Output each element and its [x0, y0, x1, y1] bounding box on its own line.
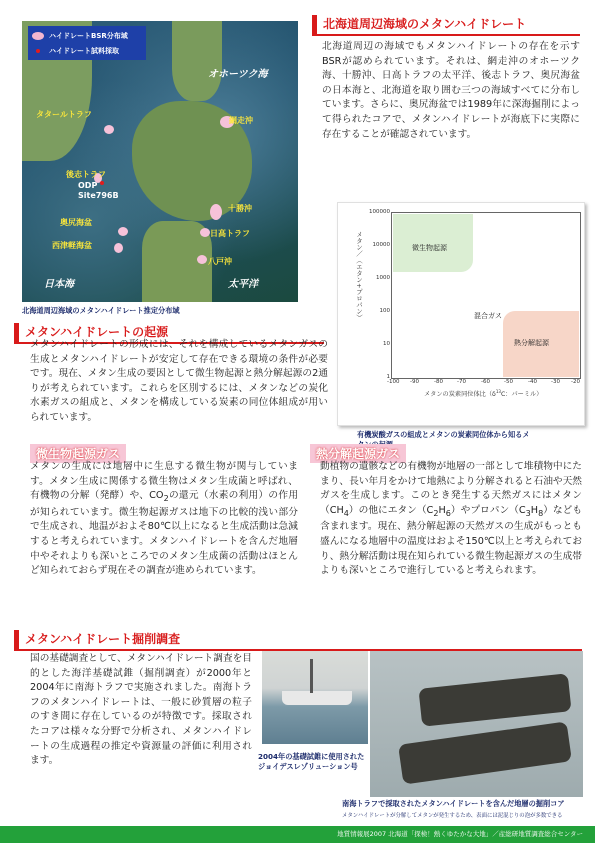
- map-label-hachinohe: 八戸沖: [208, 257, 232, 266]
- microbial-text-2: の還元（水素の利用）の作用が知られています。微生物起源ガスは地下の比較的浅い部分で生成され、地温がおよそ80℃以上になると生成活動は急減すると考えられています。メタンハイドレートを含んだ地層中やそれよりも深いところでのメタン生成菌の活動はほとんど知られておらず現在その調査が進められています。: [30, 490, 299, 577]
- body-microbial: [30, 460, 298, 579]
- thermal-sub-5: 8: [538, 507, 544, 518]
- diagram-ylabel: メタン／（エタン+プロパン）: [355, 231, 363, 321]
- bsr-area-tartary: [104, 125, 114, 134]
- map-label-tartary: タタールトラフ: [36, 110, 92, 119]
- core-sample-upper: [418, 673, 571, 726]
- microbial-sub-1: 2: [163, 493, 169, 504]
- legend-sample-label: ハイドレート試料採取: [49, 47, 119, 55]
- body-thermal: [320, 460, 582, 579]
- map-label-odp: ODP: [78, 181, 98, 190]
- sample-legend-swatch: [36, 49, 40, 53]
- x-tick: -80: [434, 379, 443, 385]
- core-subcaption: メタンハイドレートが分解してメタンが発生するため、表面には泥混じりの泡が多数できる: [342, 813, 563, 819]
- label-thermal: 熱分解起源: [514, 339, 549, 347]
- body-drilling: 国の基礎調査として、メタンハイドレート調査を目的とした海洋基礎試錐（掘削調査）が2000年と2004年に南海トラフで実施されました。南海トラフのメタンハイドレートは、一般に砂質層の粒子のすき間に存在しているのが特徴です。採取されたコアは様々な分野で分析され、メタンハイドレートの生成過程の推定や資源量の評価に利用されます。: [30, 653, 252, 767]
- sample-site-dot: [100, 181, 104, 185]
- thermal-sub-4: 3: [525, 507, 531, 518]
- legend-bsr-label: ハイドレートBSR分布域: [49, 32, 128, 40]
- diagram-y-ticks: [366, 208, 390, 378]
- thermal-text-6: ）なども含まれます。現在、熱分解起源の天然ガスの生成がもっとも盛んになる地層中の温度はおよそ150℃以上と考えられており、熱分解活動は現在知られている微生物起源ガスの生成帯よりも深いところで進行していると考えられます。: [320, 504, 583, 577]
- map-label-pacific: 太平洋: [228, 279, 258, 290]
- thermal-sub-1: 4: [343, 507, 349, 518]
- footer: 地質情報展2007 北海道「探検！熱くゆたかな大地」／産総研地質調査総合センター: [0, 826, 595, 843]
- map-label-hidaka: 日高トラフ: [210, 229, 250, 238]
- legend-row-sample: [32, 46, 119, 56]
- land-sakhalin: [172, 21, 222, 101]
- thermal-sub-3: 6: [445, 507, 451, 518]
- heading-hokkaido: 北海道周辺海域のメタンハイドレート: [312, 15, 580, 36]
- y-tick: 1: [386, 374, 390, 380]
- body-origin: メタンハイドレートの形成には、それを構成しているメタンガスの生成とメタンハイドレートが安定して存在できる環境の条件が必要です。現在、メタン生成の要因として微生物起源と熱分解起源の2通りが考えられています。これらを区別するには、メタンなどの炭化水素ガスの組成と、メタンを構成している炭素の同位体組成が用いられています。: [30, 339, 328, 423]
- thermal-text-4: ）やプロパン（C: [450, 504, 526, 516]
- map-legend: [28, 26, 146, 60]
- map-caption: 北海道周辺海域のメタンハイドレート推定分布域: [22, 306, 180, 315]
- xlabel-start: メタンの炭素同位体比（δ: [424, 391, 496, 399]
- ship-derrick: [310, 659, 313, 693]
- y-tick: 100: [379, 308, 390, 314]
- bsr-legend-swatch: [32, 32, 44, 40]
- map-label-site: Site796B: [78, 191, 119, 200]
- x-tick: -100: [387, 379, 400, 385]
- origin-diagram: [337, 202, 585, 426]
- label-mixed: 混合ガス: [474, 312, 502, 320]
- x-tick: -30: [551, 379, 560, 385]
- diagram-caption: 有機炭酸ガスの組成とメタンの炭素同位体から知るメ: [357, 430, 530, 439]
- x-tick: -20: [571, 379, 580, 385]
- y-tick: 10: [383, 341, 390, 347]
- map-label-tokachi: 十勝沖: [228, 204, 252, 213]
- diagram-xlabel: [424, 389, 542, 398]
- y-tick: 100000: [369, 209, 390, 215]
- map-label-sea-of-japan: 日本海: [44, 279, 74, 290]
- ship-hull: [282, 691, 352, 705]
- ship-caption: 2004年の基礎試錐に使用されたジョイデスレゾリューション号: [258, 752, 365, 771]
- bsr-area-okushiri: [118, 227, 128, 236]
- heading-origin: メタンハイドレートの起源: [14, 323, 324, 344]
- map-label-nishitsugaru: 西津軽海盆: [52, 241, 92, 250]
- bsr-area-hachinohe: [197, 255, 207, 264]
- y-tick: 1000: [376, 275, 390, 281]
- xlabel-end: C：パーミル）: [500, 391, 543, 399]
- xlabel-sup: 13: [495, 389, 501, 394]
- x-tick: -40: [528, 379, 537, 385]
- map-label-okhotsk: オホーツク海: [208, 69, 268, 80]
- heading-drilling: メタンハイドレート掘削調査: [14, 630, 582, 651]
- thermal-text-1: 動植物の遺骸などの有機物が地層の一部として堆積物中にたまり、長い年月をかけて地熱により分解されると石油や天然ガスを生成します。このとき発生する天然ガスにはメタン（CH: [320, 461, 582, 516]
- y-tick: 10000: [372, 242, 390, 248]
- thermal-text-3: H: [438, 504, 446, 516]
- bsr-area-hidaka: [200, 228, 210, 237]
- map-label-abashiri: 網走沖: [229, 116, 253, 125]
- x-tick: -70: [457, 379, 466, 385]
- core-sample-lower: [398, 721, 572, 784]
- diagram-plot-area: [391, 212, 581, 379]
- map-label-okushiri: 奥尻海盆: [60, 218, 92, 227]
- body-hokkaido: 北海道周辺の海域でもメタンハイドレートの存在を示すBSRが認められています。それは、網走沖のオホーツク海、十勝沖、日高トラフの太平洋、後志トラフ、奥尻海盆の日本海と、北海道を取り囲む三つの海域すべてに分布しています。さらに、奥尻海盆では1989年に深海掘削によって得られたコアで、メタンハイドレートが海底下に実際に存在することが確認されています。: [322, 41, 580, 140]
- heading-thermal: 熱分解起源ガス: [310, 444, 406, 463]
- bsr-area-tokachi: [210, 204, 222, 220]
- map-label-shiribeshi: 後志トラフ: [66, 170, 106, 179]
- legend-row-bsr: [32, 31, 128, 41]
- x-tick: -90: [410, 379, 419, 385]
- thermal-sub-2: 2: [433, 507, 439, 518]
- hokkaido-map: [22, 21, 298, 302]
- label-microbial: 微生物起源: [412, 244, 447, 252]
- diagram-x-ticks: [387, 379, 583, 387]
- ship-photo: [262, 651, 368, 744]
- core-caption: 南海トラフで採取されたメタンハイドレートを含んだ地層の掘削コア: [342, 799, 565, 808]
- microbial-text-1: メタンの生成には地層中に生息する微生物が関与しています。メタン生成に関係する微生物はメタン生成菌と呼ばれ、有機物の分解（発酵）や、CO: [30, 461, 298, 502]
- bsr-area-nishitsugaru: [114, 243, 123, 253]
- x-tick: -50: [504, 379, 513, 385]
- thermal-text-5: H: [530, 504, 539, 516]
- heading-microbial: 微生物起源ガス: [30, 444, 126, 463]
- core-photo: [370, 651, 583, 797]
- x-tick: -60: [481, 379, 490, 385]
- thermal-text-2: ）の他にエタン（C: [348, 504, 434, 516]
